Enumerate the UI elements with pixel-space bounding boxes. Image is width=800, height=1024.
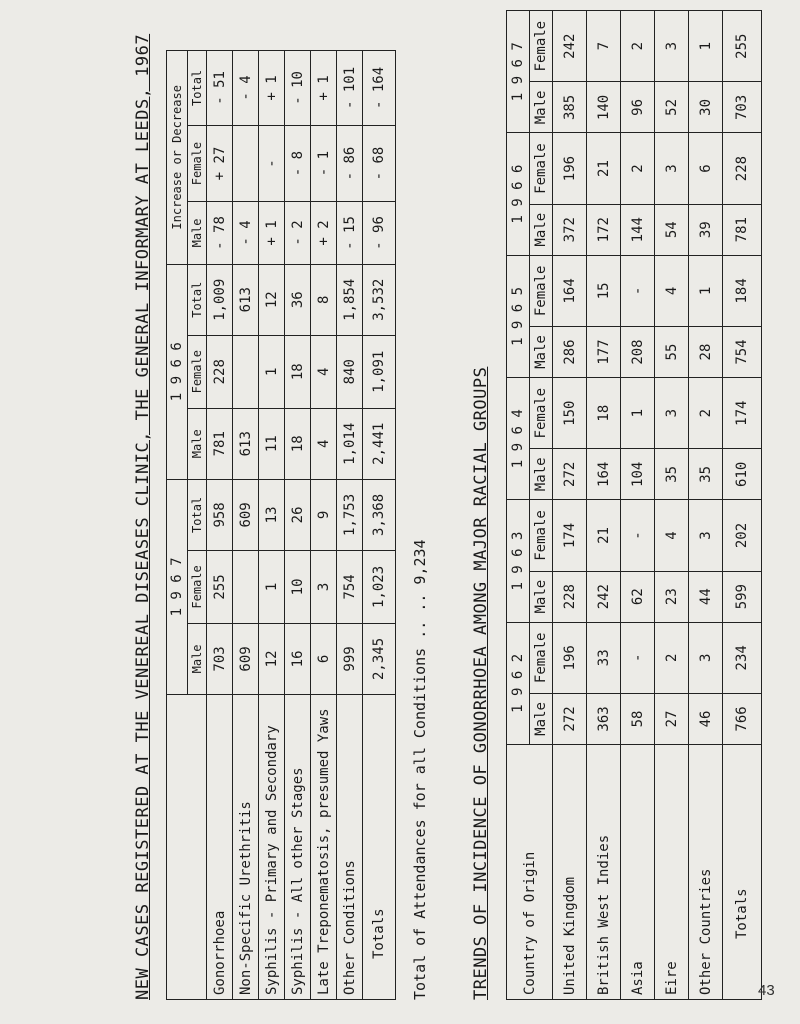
table1-group-change: Increase or Decrease [167,51,188,265]
table2-cell: 3 [655,11,689,82]
table1-cell: 12 [259,264,285,335]
table2-cell: 196 [553,622,587,693]
table2-row [655,11,689,1000]
table1-row [285,51,311,1000]
table2-subheader: Female [530,500,553,571]
table2-cell: 177 [587,326,621,377]
table1-row [337,51,363,1000]
table2-total-cell: 228 [723,133,762,204]
table2-cell: - [621,255,655,326]
table2-cell: 1 [689,255,723,326]
table2-cell: 62 [621,571,655,622]
table2-cell: 1 [689,11,723,82]
table2-total-cell: 703 [723,82,762,133]
table1-row [233,51,259,1000]
table2-total-cell: 184 [723,255,762,326]
table1-subheader: Female [188,335,207,408]
table1-row-label: Syphilis - Primary and Secondary [259,695,285,1000]
table2-cell: 4 [655,500,689,571]
table1-cell: 8 [311,264,337,335]
table2-cell: 272 [553,693,587,744]
table1-cell: - 10 [285,51,311,126]
racial-groups-table-block [466,10,766,1000]
table2-total-cell: 754 [723,326,762,377]
table2-cell: 2 [655,622,689,693]
table2-total-cell: 174 [723,378,762,449]
table2-cell: 104 [621,449,655,500]
table2-row-label: Other Countries [689,745,723,1000]
table1-totals-label: Totals [363,695,396,1000]
table1-cell: 18 [285,408,311,479]
racial-groups-table [506,10,762,1000]
table1-cell: - 2 [285,202,311,264]
table1-total-cell: 3,368 [363,479,396,550]
table1-row-label: Syphilis - All other Stages [285,695,311,1000]
table1-subheader: Male [188,623,207,694]
table2-cell: 286 [553,326,587,377]
table2-subheader: Female [530,11,553,82]
table2-title: TRENDS OF INCIDENCE OF GONORRHOEA AMONG MAJOR RACIAL GROUPS [471,366,491,1000]
table2-cell: 44 [689,571,723,622]
table2-subheader: Male [530,326,553,377]
table2-cell: - [621,622,655,693]
table1-row-label: Late Treponematosis, presumed Yaws [311,695,337,1000]
table2-row [587,11,621,1000]
venereal-cases-table [166,50,396,1000]
page-number: 43 [758,982,775,999]
table2-cell: 30 [689,82,723,133]
table2-cell: 28 [689,326,723,377]
year-header: 1 9 6 7 [507,11,530,133]
table1-cell [233,550,259,623]
table1-cell: 613 [233,408,259,479]
table2-cell: 242 [587,571,621,622]
table2-cell: 2 [621,133,655,204]
table2-cell: 363 [587,693,621,744]
table1-title: NEW CASES REGISTERED AT THE VENEREAL DISEASES CLINIC, THE GENERAL INFORMARY AT LEEDS, 1967 [133,33,153,1000]
table2-cell: 3 [655,378,689,449]
table2-total-cell: 255 [723,11,762,82]
table1-cell: 3 [311,550,337,623]
table2-total-cell: 234 [723,622,762,693]
table2-row-label: Asia [621,745,655,1000]
table1-total-cell: 1,023 [363,550,396,623]
table2-subheader: Male [530,82,553,133]
table1-cell: + 1 [259,202,285,264]
table2-cell: 52 [655,82,689,133]
table1-cell: 9 [311,479,337,550]
table1-cell: - 1 [311,125,337,201]
table1-cell [233,335,259,408]
table1-total-cell: 3,532 [363,264,396,335]
table2-total-cell: 202 [723,500,762,571]
table1-cell: 1,009 [207,264,233,335]
table1-cell: + 2 [311,202,337,264]
table1-cell: 781 [207,408,233,479]
table2-total-cell: 781 [723,204,762,255]
table2-cell: 35 [655,449,689,500]
table2-subheader: Female [530,133,553,204]
table1-cell: - 4 [233,51,259,126]
table2-cell: 164 [587,449,621,500]
table1-row [311,51,337,1000]
year-header: 1 9 6 4 [507,378,530,500]
table1-cell: - 86 [337,125,363,201]
table2-cell: 385 [553,82,587,133]
table1-cell: - 78 [207,202,233,264]
table1-subheader: Female [188,125,207,201]
table2-cell: 23 [655,571,689,622]
table1-total-cell: - 96 [363,202,396,264]
table1-subheader: Total [188,479,207,550]
table2-subheader: Male [530,204,553,255]
table1-cell: 1 [259,550,285,623]
table1-cell: - 4 [233,202,259,264]
year-header: 1 9 6 6 [507,133,530,255]
table1-corner [167,695,207,1000]
table1-cell: - 101 [337,51,363,126]
table2-cell: 58 [621,693,655,744]
table2-total-cell: 610 [723,449,762,500]
table1-cell: 4 [311,335,337,408]
table1-cell: - 51 [207,51,233,126]
table1-cell: 10 [285,550,311,623]
year-header: 1 9 6 5 [507,255,530,377]
table2-row [553,11,587,1000]
table1-cell: 1,854 [337,264,363,335]
table1-group-1966: 1 9 6 6 [167,264,188,479]
table1-cell: 609 [233,479,259,550]
table1-row-label: Gonorrhoea [207,695,233,1000]
table2-row-label: Eire [655,745,689,1000]
table2-total-cell: 766 [723,693,762,744]
table2-cell: 272 [553,449,587,500]
table2-subheader: Male [530,693,553,744]
table1-subheader: Total [188,264,207,335]
table2-cell: 3 [689,622,723,693]
table1-cell [233,125,259,201]
table2-cell: 27 [655,693,689,744]
table2-row [689,11,723,1000]
table2-cell: 2 [689,378,723,449]
table1-subheader: Total [188,51,207,126]
table1-cell: - 15 [337,202,363,264]
table2-cell: 174 [553,500,587,571]
table1-row [207,51,233,1000]
table2-cell: 3 [655,133,689,204]
table1-total-cell: 2,345 [363,623,396,694]
table2-cell: 55 [655,326,689,377]
table2-cell: - [621,500,655,571]
table2-cell: 3 [689,500,723,571]
table2-cell: 33 [587,622,621,693]
table2-cell: 208 [621,326,655,377]
table2-cell: 150 [553,378,587,449]
table1-cell: 840 [337,335,363,408]
table2-cell: 21 [587,500,621,571]
table1-totals-row [363,51,396,1000]
table1-cell: 1 [259,335,285,408]
table2-row-label: British West Indies [587,745,621,1000]
attendances-total: Total of Attendances for all Conditions .. .. 9,234 [411,539,429,1000]
table1-cell: 999 [337,623,363,694]
venereal-cases-table-block [128,33,438,1000]
table1-cell: 1,014 [337,408,363,479]
table1-cell: 754 [337,550,363,623]
table2-cell: 2 [621,11,655,82]
table1-cell: 36 [285,264,311,335]
table2-cell: 54 [655,204,689,255]
table1-subheader: Male [188,202,207,264]
table2-cell: 164 [553,255,587,326]
table1-cell: 609 [233,623,259,694]
table2-totals-row [723,11,762,1000]
table2-cell: 4 [655,255,689,326]
table1-cell: 703 [207,623,233,694]
table2-total-cell: 599 [723,571,762,622]
table1-cell: 4 [311,408,337,479]
table2-subheader: Male [530,571,553,622]
table1-total-cell: - 68 [363,125,396,201]
table2-subheader: Female [530,622,553,693]
table2-cell: 39 [689,204,723,255]
table2-cell: 144 [621,204,655,255]
table1-subheader: Male [188,408,207,479]
table1-cell: 13 [259,479,285,550]
year-header: 1 9 6 2 [507,622,530,744]
table1-cell: + 1 [259,51,285,126]
table2-row-label: United Kingdom [553,745,587,1000]
year-header: 1 9 6 3 [507,500,530,622]
table2-totals-label: Totals [723,745,762,1000]
table1-cell: 228 [207,335,233,408]
table2-cell: 196 [553,133,587,204]
table2-cell: 172 [587,204,621,255]
table1-cell: 16 [285,623,311,694]
table1-row-label: Non-Specific Urethritis [233,695,259,1000]
table2-cell: 6 [689,133,723,204]
table1-total-cell: 1,091 [363,335,396,408]
table2-cell: 372 [553,204,587,255]
table1-cell: 12 [259,623,285,694]
country-header: Country of Origin [507,745,553,1000]
table1-row [259,51,285,1000]
table2-cell: 21 [587,133,621,204]
table2-cell: 96 [621,82,655,133]
table2-cell: 242 [553,11,587,82]
table1-cell: - [259,125,285,201]
table1-cell: 11 [259,408,285,479]
table2-row [621,11,655,1000]
table2-cell: 15 [587,255,621,326]
table1-cell: 1,753 [337,479,363,550]
table1-cell: 18 [285,335,311,408]
table1-cell: 6 [311,623,337,694]
table1-cell: 613 [233,264,259,335]
table1-group-1967: 1 9 6 7 [167,479,188,694]
table1-subheader: Female [188,550,207,623]
table2-cell: 18 [587,378,621,449]
table1-cell: + 27 [207,125,233,201]
table2-cell: 140 [587,82,621,133]
table1-cell: - 8 [285,125,311,201]
table2-cell: 35 [689,449,723,500]
table2-subheader: Male [530,449,553,500]
table2-subheader: Female [530,378,553,449]
table2-cell: 1 [621,378,655,449]
table2-cell: 228 [553,571,587,622]
table1-total-cell: 2,441 [363,408,396,479]
table2-cell: 46 [689,693,723,744]
table2-subheader: Female [530,255,553,326]
table1-row-label: Other Conditions [337,695,363,1000]
table1-cell: 26 [285,479,311,550]
table1-cell: 958 [207,479,233,550]
table1-cell: + 1 [311,51,337,126]
table1-total-cell: - 164 [363,51,396,126]
table2-cell: 7 [587,11,621,82]
table1-cell: 255 [207,550,233,623]
